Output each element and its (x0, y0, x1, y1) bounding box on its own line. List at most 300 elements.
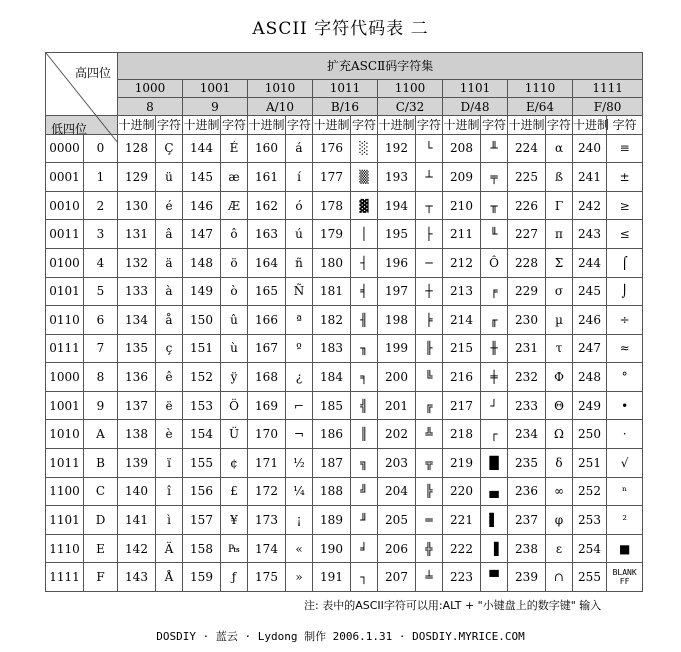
char-glyph: ¡ (286, 506, 313, 535)
char-glyph: Å (156, 563, 183, 592)
row-hex: 2 (84, 191, 118, 220)
char-glyph: ├ (416, 220, 443, 249)
char-code: 222 (443, 534, 481, 563)
row-binary: 0110 (46, 306, 84, 335)
char-glyph: ▓ (351, 191, 378, 220)
char-glyph: ┘ (481, 391, 508, 420)
char-code: 184 (313, 363, 351, 392)
char-glyph: · (607, 420, 643, 449)
char-glyph: █ (481, 449, 508, 478)
char-code: 193 (378, 163, 416, 192)
binary-header: 1101 (443, 79, 508, 97)
dec-hex-header: C/32 (378, 97, 443, 115)
char-code: 254 (573, 534, 607, 563)
char-glyph: Ñ (286, 277, 313, 306)
char-code: 207 (378, 563, 416, 592)
char-code: 245 (573, 277, 607, 306)
char-code: 129 (118, 163, 156, 192)
char-glyph: â (156, 220, 183, 249)
char-glyph: µ (546, 306, 573, 335)
binary-header: 1110 (508, 79, 573, 97)
char-code: 135 (118, 334, 156, 363)
char-glyph: δ (546, 449, 573, 478)
char-code: 173 (248, 506, 286, 535)
char-glyph: Æ (221, 191, 248, 220)
row-binary: 0011 (46, 220, 84, 249)
table-row (46, 191, 643, 220)
char-glyph: ç (156, 334, 183, 363)
char-glyph: Ö (221, 391, 248, 420)
char-code: 159 (183, 563, 221, 592)
char-code: 250 (573, 420, 607, 449)
char-code: 149 (183, 277, 221, 306)
char-code: 187 (313, 449, 351, 478)
char-code: 201 (378, 391, 416, 420)
table-row (46, 134, 643, 163)
char-code: 142 (118, 534, 156, 563)
charset-title: 扩充ASCⅡ码字符集 (118, 53, 643, 80)
dec-hex-header: 9 (183, 97, 248, 115)
char-subheader: 字符 (351, 116, 378, 134)
char-code: 154 (183, 420, 221, 449)
char-glyph: ╫ (481, 334, 508, 363)
char-code: 217 (443, 391, 481, 420)
char-code: 174 (248, 534, 286, 563)
char-code: 239 (508, 563, 546, 592)
char-glyph: ≈ (607, 334, 643, 363)
row-binary: 0010 (46, 191, 84, 220)
char-code: 213 (443, 277, 481, 306)
dec-hex-header: D/48 (443, 97, 508, 115)
char-code: 175 (248, 563, 286, 592)
char-glyph: ì (156, 506, 183, 535)
char-code: 255 (573, 563, 607, 592)
table-row (46, 506, 643, 535)
char-glyph: ä (156, 248, 183, 277)
char-code: 180 (313, 248, 351, 277)
char-subheader: 字符 (221, 116, 248, 134)
char-code: 225 (508, 163, 546, 192)
char-code: 238 (508, 534, 546, 563)
char-glyph: ï (156, 449, 183, 478)
char-glyph: │ (351, 220, 378, 249)
char-glyph: Ü (221, 420, 248, 449)
row-hex: 6 (84, 306, 118, 335)
char-glyph: ƒ (221, 563, 248, 592)
char-glyph: ┼ (416, 277, 443, 306)
char-glyph: ╖ (351, 334, 378, 363)
char-glyph: ╢ (351, 306, 378, 335)
char-code: 221 (443, 506, 481, 535)
char-code: 208 (443, 134, 481, 163)
row-hex: 8 (84, 363, 118, 392)
char-glyph: ⌐ (286, 391, 313, 420)
char-code: 195 (378, 220, 416, 249)
char-glyph: ú (286, 220, 313, 249)
dec-hex-header: B/16 (313, 97, 378, 115)
row-hex: 5 (84, 277, 118, 306)
row-binary: 0001 (46, 163, 84, 192)
table-row (46, 477, 643, 506)
decimal-subheader: 十进制 (573, 116, 607, 134)
char-code: 230 (508, 306, 546, 335)
char-glyph: º (286, 334, 313, 363)
char-code: 188 (313, 477, 351, 506)
row-hex: C (84, 477, 118, 506)
char-glyph: ╕ (351, 363, 378, 392)
char-glyph: ¿ (286, 363, 313, 392)
char-glyph: ╩ (416, 420, 443, 449)
row-binary: 1110 (46, 534, 84, 563)
char-glyph: ░ (351, 134, 378, 163)
char-glyph: ⌡ (607, 277, 643, 306)
char-code: 130 (118, 191, 156, 220)
char-code: 183 (313, 334, 351, 363)
char-code: 162 (248, 191, 286, 220)
char-glyph: ∞ (546, 477, 573, 506)
decimal-subheader: 十进制 (508, 116, 546, 134)
row-hex: 7 (84, 334, 118, 363)
char-glyph: ╗ (351, 449, 378, 478)
char-code: 163 (248, 220, 286, 249)
char-code: 137 (118, 391, 156, 420)
char-glyph: ò (221, 277, 248, 306)
char-glyph: ╜ (351, 506, 378, 535)
char-code: 151 (183, 334, 221, 363)
char-glyph: î (156, 477, 183, 506)
char-code: 204 (378, 477, 416, 506)
char-code: 240 (573, 134, 607, 163)
char-code: 161 (248, 163, 286, 192)
char-glyph: √ (607, 449, 643, 478)
char-glyph: ─ (416, 248, 443, 277)
char-code: 224 (508, 134, 546, 163)
char-code: 236 (508, 477, 546, 506)
row-binary: 0101 (46, 277, 84, 306)
char-subheader: 字符 (416, 116, 443, 134)
char-subheader: 字符 (156, 116, 183, 134)
char-code: 185 (313, 391, 351, 420)
char-code: 218 (443, 420, 481, 449)
char-glyph: α (546, 134, 573, 163)
char-code: 167 (248, 334, 286, 363)
char-code: 146 (183, 191, 221, 220)
char-subheader: 字符 (546, 116, 573, 134)
char-code: 133 (118, 277, 156, 306)
char-glyph: ¼ (286, 477, 313, 506)
char-code: 169 (248, 391, 286, 420)
char-code: 198 (378, 306, 416, 335)
char-glyph: ¢ (221, 449, 248, 478)
char-glyph: ╒ (481, 277, 508, 306)
char-glyph: ö (221, 248, 248, 277)
char-code: 200 (378, 363, 416, 392)
char-code: 197 (378, 277, 416, 306)
decimal-subheader: 十进制 (378, 116, 416, 134)
char-glyph: ╛ (351, 534, 378, 563)
char-glyph: £ (221, 477, 248, 506)
binary-header: 1001 (183, 79, 248, 97)
char-code: 172 (248, 477, 286, 506)
char-code: 242 (573, 191, 607, 220)
char-glyph: ╧ (416, 563, 443, 592)
char-glyph: ╡ (351, 277, 378, 306)
char-glyph: ≤ (607, 220, 643, 249)
char-glyph: Ç (156, 134, 183, 163)
char-glyph: ║ (351, 420, 378, 449)
table-row (46, 563, 643, 592)
binary-header: 1100 (378, 79, 443, 97)
row-binary: 1101 (46, 506, 84, 535)
char-code: 170 (248, 420, 286, 449)
char-glyph: ² (607, 506, 643, 535)
char-glyph: ┐ (351, 563, 378, 592)
char-code: 211 (443, 220, 481, 249)
table-row (46, 420, 643, 449)
dec-hex-header: A/10 (248, 97, 313, 115)
table-row (46, 334, 643, 363)
char-glyph: ½ (286, 449, 313, 478)
char-glyph: ╨ (481, 134, 508, 163)
row-binary: 1000 (46, 363, 84, 392)
char-glyph: ü (156, 163, 183, 192)
char-code: 241 (573, 163, 607, 192)
char-code: 214 (443, 306, 481, 335)
binary-header: 1010 (248, 79, 313, 97)
char-code: 145 (183, 163, 221, 192)
char-glyph: » (286, 563, 313, 592)
char-code: 158 (183, 534, 221, 563)
char-code: 186 (313, 420, 351, 449)
credits-footer: DOSDIY · 蓝云 · Lydong 制作 2006.1.31 · DOSDIY.MYRICE.COM (156, 630, 525, 643)
char-glyph: ó (286, 191, 313, 220)
char-code: 246 (573, 306, 607, 335)
char-glyph: • (607, 391, 643, 420)
char-code: 157 (183, 506, 221, 535)
char-code: 206 (378, 534, 416, 563)
char-code: 156 (183, 477, 221, 506)
char-code: 171 (248, 449, 286, 478)
decimal-subheader: 十进制 (443, 116, 481, 134)
char-glyph: è (156, 420, 183, 449)
char-code: 202 (378, 420, 416, 449)
row-hex: E (84, 534, 118, 563)
char-code: 189 (313, 506, 351, 535)
char-glyph: « (286, 534, 313, 563)
char-code: 244 (573, 248, 607, 277)
char-glyph: ₧ (221, 534, 248, 563)
char-code: 253 (573, 506, 607, 535)
char-glyph: ¥ (221, 506, 248, 535)
char-code: 131 (118, 220, 156, 249)
char-glyph: ┴ (416, 163, 443, 192)
char-glyph: ╪ (481, 363, 508, 392)
char-code: 235 (508, 449, 546, 478)
char-code: 134 (118, 306, 156, 335)
char-glyph: ╥ (481, 191, 508, 220)
char-glyph: ╙ (481, 220, 508, 249)
char-glyph: τ (546, 334, 573, 363)
row-hex: D (84, 506, 118, 535)
table-row (46, 163, 643, 192)
char-glyph: ε (546, 534, 573, 563)
char-code: 233 (508, 391, 546, 420)
char-glyph: ╝ (351, 477, 378, 506)
char-glyph: É (221, 134, 248, 163)
char-code: 179 (313, 220, 351, 249)
decimal-subheader: 十进制 (118, 116, 156, 134)
char-code: 182 (313, 306, 351, 335)
char-code: 252 (573, 477, 607, 506)
char-code: 160 (248, 134, 286, 163)
char-code: 215 (443, 334, 481, 363)
char-glyph: û (221, 306, 248, 335)
char-code: 249 (573, 391, 607, 420)
char-glyph: Θ (546, 391, 573, 420)
row-binary: 1100 (46, 477, 84, 506)
char-glyph: é (156, 191, 183, 220)
char-code: 143 (118, 563, 156, 592)
row-hex: 1 (84, 163, 118, 192)
char-glyph: BLANK FF (607, 563, 643, 592)
char-glyph: └ (416, 134, 443, 163)
decimal-subheader: 十进制 (248, 116, 286, 134)
char-code: 212 (443, 248, 481, 277)
char-glyph: ÷ (607, 306, 643, 335)
char-glyph: à (156, 277, 183, 306)
char-glyph: ╦ (416, 449, 443, 478)
char-glyph: ╬ (416, 534, 443, 563)
char-glyph: Ô (481, 248, 508, 277)
char-glyph: ╞ (416, 306, 443, 335)
char-code: 136 (118, 363, 156, 392)
char-glyph: Ω (546, 420, 573, 449)
high-nibble-label: 高四位 (74, 66, 111, 80)
char-code: 223 (443, 563, 481, 592)
row-hex: 9 (84, 391, 118, 420)
char-code: 220 (443, 477, 481, 506)
char-glyph: ô (221, 220, 248, 249)
row-binary: 1011 (46, 449, 84, 478)
char-glyph: ▌ (481, 506, 508, 535)
char-glyph: ± (607, 163, 643, 192)
char-glyph: ° (607, 363, 643, 392)
binary-header: 1011 (313, 79, 378, 97)
char-code: 140 (118, 477, 156, 506)
row-binary: 1001 (46, 391, 84, 420)
char-code: 203 (378, 449, 416, 478)
row-binary: 0111 (46, 334, 84, 363)
char-glyph: Σ (546, 248, 573, 277)
dec-hex-header: F/80 (573, 97, 643, 115)
table-row (46, 363, 643, 392)
char-glyph: ╤ (481, 163, 508, 192)
char-code: 209 (443, 163, 481, 192)
char-code: 138 (118, 420, 156, 449)
char-code: 243 (573, 220, 607, 249)
char-code: 219 (443, 449, 481, 478)
char-glyph: á (286, 134, 313, 163)
row-binary: 0100 (46, 248, 84, 277)
char-code: 150 (183, 306, 221, 335)
char-code: 176 (313, 134, 351, 163)
char-glyph: ≡ (607, 134, 643, 163)
char-code: 191 (313, 563, 351, 592)
char-code: 141 (118, 506, 156, 535)
char-glyph: ▐ (481, 534, 508, 563)
char-glyph: ╚ (416, 363, 443, 392)
char-glyph: ╠ (416, 477, 443, 506)
row-hex: B (84, 449, 118, 478)
char-glyph: ÿ (221, 363, 248, 392)
dec-hex-header: 8 (118, 97, 183, 115)
row-hex: A (84, 420, 118, 449)
char-code: 152 (183, 363, 221, 392)
char-code: 194 (378, 191, 416, 220)
char-subheader: 字符 (607, 116, 643, 134)
char-glyph: σ (546, 277, 573, 306)
char-code: 177 (313, 163, 351, 192)
char-glyph: ▀ (481, 563, 508, 592)
char-code: 216 (443, 363, 481, 392)
char-glyph: æ (221, 163, 248, 192)
char-code: 168 (248, 363, 286, 392)
char-glyph: å (156, 306, 183, 335)
char-glyph: ┌ (481, 420, 508, 449)
row-hex: 3 (84, 220, 118, 249)
char-code: 205 (378, 506, 416, 535)
char-code: 192 (378, 134, 416, 163)
char-code: 229 (508, 277, 546, 306)
char-glyph: ▄ (481, 477, 508, 506)
char-glyph: ≥ (607, 191, 643, 220)
char-glyph: Φ (546, 363, 573, 392)
char-code: 251 (573, 449, 607, 478)
char-glyph: ª (286, 306, 313, 335)
char-subheader: 字符 (481, 116, 508, 134)
corner-header (46, 53, 118, 136)
char-code: 210 (443, 191, 481, 220)
char-glyph: ∩ (546, 563, 573, 592)
char-glyph: ß (546, 163, 573, 192)
char-glyph: ⁿ (607, 477, 643, 506)
char-code: 196 (378, 248, 416, 277)
char-glyph: ■ (607, 534, 643, 563)
table-row (46, 391, 643, 420)
char-code: 181 (313, 277, 351, 306)
char-code: 231 (508, 334, 546, 363)
char-glyph: Γ (546, 191, 573, 220)
char-code: 166 (248, 306, 286, 335)
row-binary: 0000 (46, 134, 84, 163)
usage-note: 注: 表中的ASCII字符可以用:ALT + "小键盘上的数字键" 输入 (304, 599, 602, 612)
char-code: 128 (118, 134, 156, 163)
char-code: 232 (508, 363, 546, 392)
row-hex: 4 (84, 248, 118, 277)
row-hex: 0 (84, 134, 118, 163)
char-glyph: ñ (286, 248, 313, 277)
char-code: 234 (508, 420, 546, 449)
char-glyph: Ä (156, 534, 183, 563)
char-glyph: ¬ (286, 420, 313, 449)
table-row (46, 534, 643, 563)
decimal-subheader: 十进制 (183, 116, 221, 134)
char-code: 144 (183, 134, 221, 163)
char-code: 237 (508, 506, 546, 535)
char-code: 153 (183, 391, 221, 420)
dec-hex-header: E/64 (508, 97, 573, 115)
char-code: 228 (508, 248, 546, 277)
